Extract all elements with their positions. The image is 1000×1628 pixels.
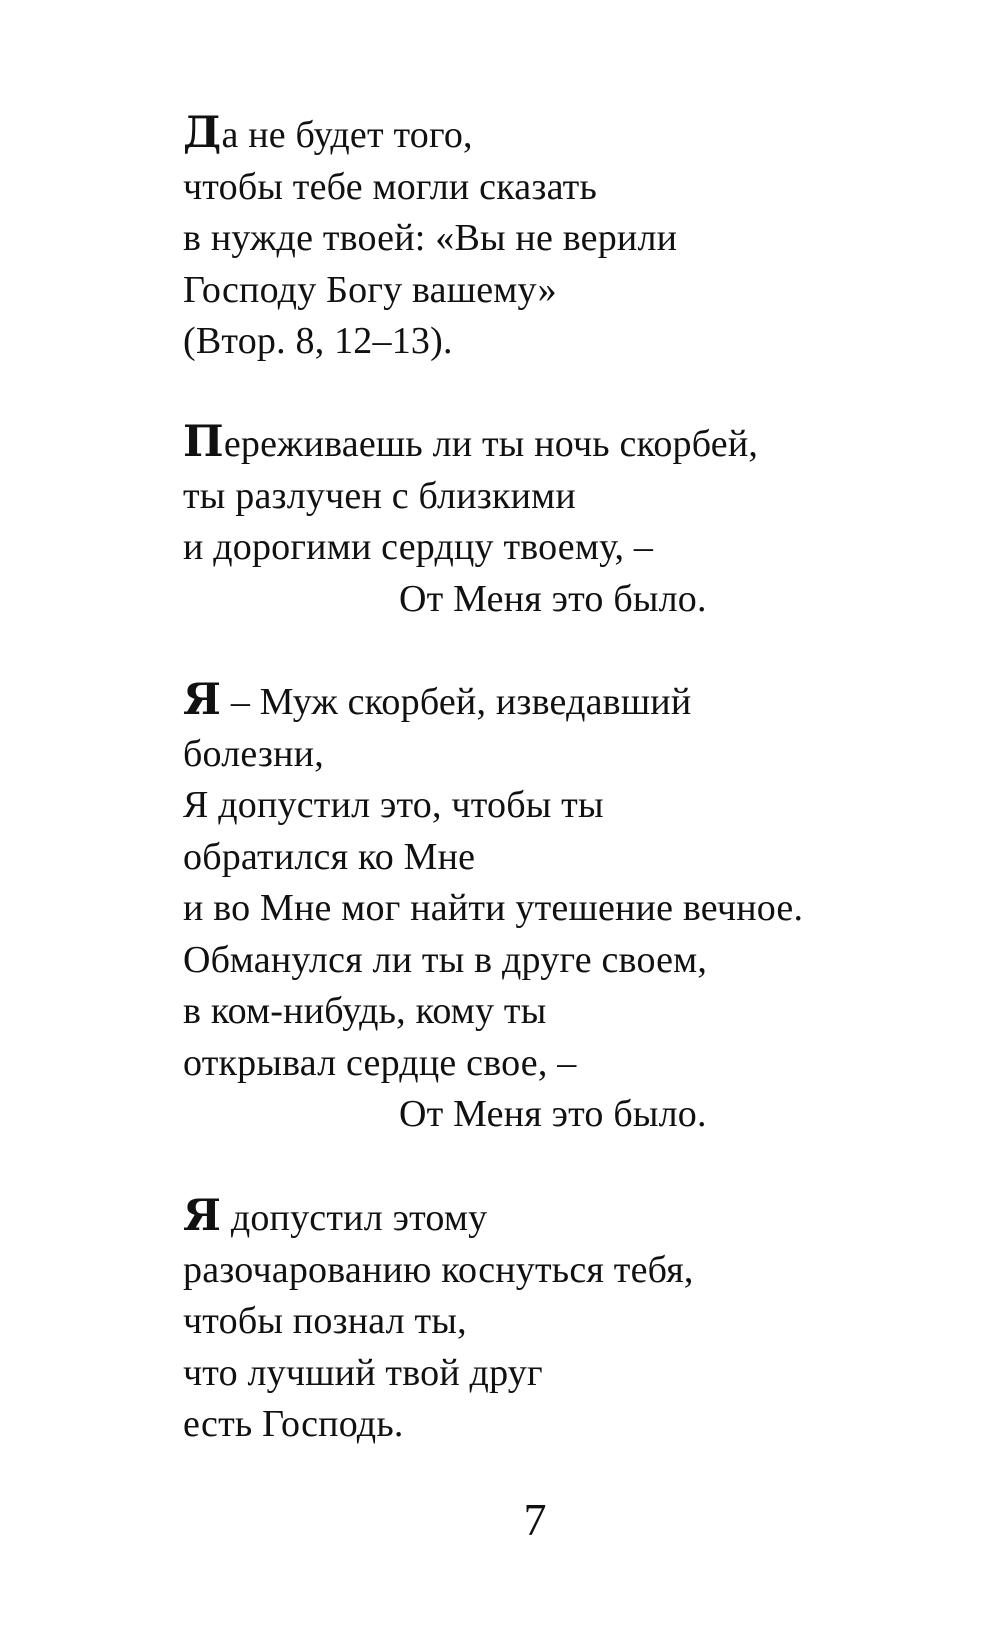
- poem-refrain: От Меня это было.: [399, 1093, 707, 1135]
- poem-line: болезни,: [183, 732, 324, 775]
- poem-line: обратился ко Мне: [183, 835, 476, 878]
- drop-cap: П: [183, 417, 224, 467]
- stanza-1: [183, 110, 903, 368]
- poem-line: Да не будет того,: [183, 108, 473, 158]
- poem-line: Обманулся ли ты в друге своем,: [183, 938, 708, 981]
- poem-line: чтобы тебе могли сказать: [183, 165, 598, 208]
- poem-line: Господу Богу вашему»: [183, 268, 557, 311]
- poem-line: (Втор. 8, 12–13).: [183, 320, 453, 362]
- poem-line: в ком-нибудь, кому ты: [183, 990, 547, 1032]
- poem-line: ты разлучен с близкими: [183, 474, 576, 517]
- poem-line: чтобы познал ты,: [183, 1300, 467, 1342]
- drop-cap: Я: [183, 1191, 222, 1241]
- poem-line: в нужде твоей: «Вы не верили: [183, 217, 678, 259]
- poem-line: Я допустил этому: [183, 1191, 488, 1241]
- poem-line: и во Мне мог найти утешение вечное.: [183, 887, 804, 929]
- poem-refrain: От Меня это было.: [399, 577, 707, 620]
- stanza-2: [183, 419, 903, 625]
- drop-cap: Д: [183, 108, 222, 158]
- drop-cap: Я: [183, 675, 222, 725]
- poem-line: Я допустил это, чтобы ты: [183, 784, 604, 826]
- poem-line: открывал сердце свое, –: [183, 1041, 577, 1084]
- poem-line: Переживаешь ли ты ночь скорбей,: [183, 417, 759, 467]
- poem-line: и дорогими сердцу твоему, –: [183, 526, 654, 568]
- poem-line: Я – Муж скорбей, изведавший: [183, 675, 692, 725]
- stanza-3: [183, 677, 903, 1141]
- poem-line: разочарованию коснуться тебя,: [183, 1248, 694, 1291]
- page-number: 7: [523, 1494, 547, 1545]
- poem-line: что лучший твой друг: [183, 1351, 543, 1394]
- poem-line: есть Господь.: [183, 1403, 404, 1445]
- stanza-4: [183, 1193, 903, 1451]
